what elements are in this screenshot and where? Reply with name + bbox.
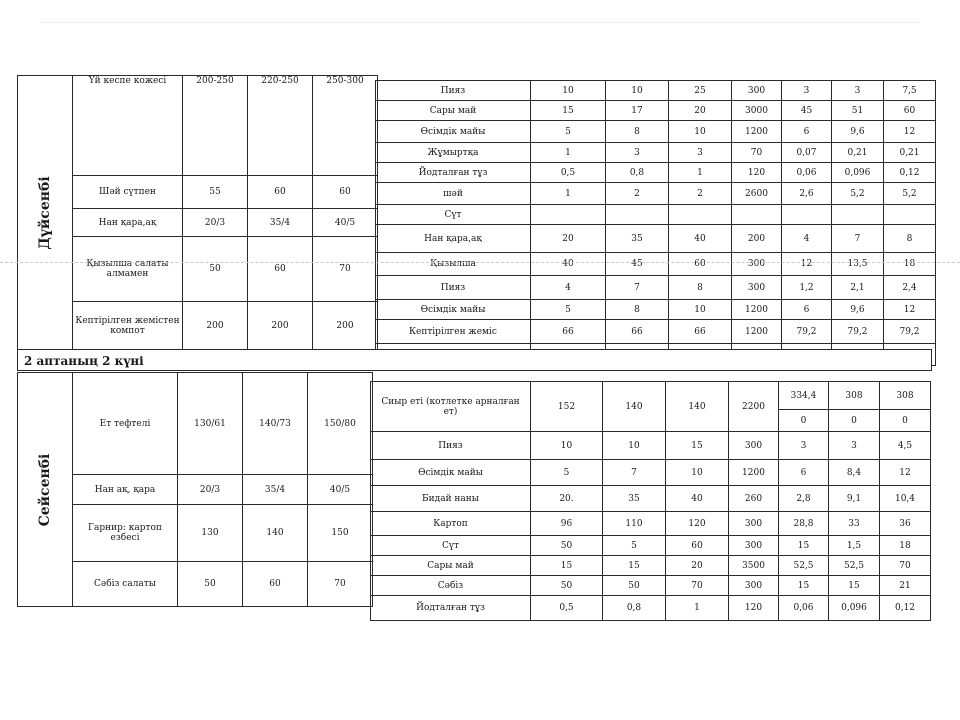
ingredient-row bbox=[371, 596, 931, 621]
ingredient-name: Өсімдік майы bbox=[376, 300, 531, 320]
ingredient-value: 28,8 bbox=[779, 512, 829, 536]
ingredient-value: 1 bbox=[666, 596, 729, 621]
ingredient-value: 66 bbox=[531, 320, 606, 344]
dish-portion: 200-250 bbox=[183, 76, 248, 176]
ingredient-row bbox=[376, 163, 936, 183]
dish-name: Сәбіз салаты bbox=[73, 562, 178, 607]
ingredient-value: 3500 bbox=[729, 556, 779, 576]
ingredient-value: 15 bbox=[779, 576, 829, 596]
ingredient-value: 0,06 bbox=[782, 163, 832, 183]
ingredient-value bbox=[884, 205, 936, 225]
ingredient-value: 8 bbox=[606, 300, 669, 320]
ingredient-value: 6 bbox=[779, 460, 829, 486]
monday-dishes-table bbox=[17, 75, 378, 350]
ingredient-value: 40 bbox=[666, 486, 729, 512]
ingredient-value: 50 bbox=[531, 536, 603, 556]
dish-name: Кептірілген жемістен компот bbox=[73, 302, 183, 350]
ingredient-name: Сәбіз bbox=[371, 576, 531, 596]
monday-ingredients-table bbox=[375, 80, 936, 366]
ingredient-value: 70 bbox=[880, 556, 931, 576]
ingredient-value: 45 bbox=[782, 101, 832, 121]
scan-artifact-line bbox=[0, 262, 960, 263]
ingredient-value: 5,2 bbox=[832, 183, 884, 205]
ingredient-value: 4 bbox=[782, 225, 832, 253]
dish-portion: 50 bbox=[178, 562, 243, 607]
ingredient-value: 300 bbox=[729, 536, 779, 556]
ingredient-value: 20 bbox=[669, 101, 732, 121]
ingredient-value: 300 bbox=[732, 253, 782, 276]
dish-portion: 130 bbox=[178, 505, 243, 562]
ingredient-row bbox=[371, 460, 931, 486]
dish-name: Гарнир: картоп езбесі bbox=[73, 505, 178, 562]
ingredient-value: 0,07 bbox=[782, 143, 832, 163]
ingredient-value: 0,096 bbox=[832, 163, 884, 183]
ingredient-value: 15 bbox=[666, 432, 729, 460]
ingredient-value: 0 bbox=[779, 410, 829, 432]
ingredient-row bbox=[376, 300, 936, 320]
ingredient-value: 35 bbox=[603, 486, 666, 512]
ingredient-value: 50 bbox=[531, 576, 603, 596]
ingredient-value: 2,1 bbox=[832, 276, 884, 300]
ingredient-value: 66 bbox=[606, 320, 669, 344]
ingredient-value: 40 bbox=[531, 253, 606, 276]
ingredient-row bbox=[371, 536, 931, 556]
ingredient-value: 2,4 bbox=[884, 276, 936, 300]
ingredient-value: 8 bbox=[606, 121, 669, 143]
ingredient-value: 7,5 bbox=[884, 81, 936, 101]
ingredient-value: 7 bbox=[606, 276, 669, 300]
ingredient-value: 79,2 bbox=[782, 320, 832, 344]
ingredient-row bbox=[376, 225, 936, 253]
ingredient-value: 5 bbox=[531, 300, 606, 320]
ingredient-name: Пияз bbox=[371, 432, 531, 460]
ingredient-value: 60 bbox=[666, 536, 729, 556]
dish-portion: 140 bbox=[243, 505, 308, 562]
ingredient-row bbox=[371, 512, 931, 536]
day-label-tuesday: Сейсенбі bbox=[18, 373, 73, 607]
dish-portion: 60 bbox=[243, 562, 308, 607]
ingredient-name: Нан қара,ақ bbox=[376, 225, 531, 253]
dish-portion: 60 bbox=[313, 176, 378, 209]
ingredient-value: 10 bbox=[603, 432, 666, 460]
ingredient-value: 5 bbox=[531, 121, 606, 143]
ingredient-value: 10 bbox=[606, 81, 669, 101]
ingredient-value: 308 bbox=[880, 382, 931, 410]
ingredient-value: 120 bbox=[732, 163, 782, 183]
dish-portion: 200 bbox=[248, 302, 313, 350]
ingredient-row bbox=[371, 576, 931, 596]
ingredient-row bbox=[376, 253, 936, 276]
ingredient-value: 0 bbox=[829, 410, 880, 432]
ingredient-name: Қызылша bbox=[376, 253, 531, 276]
ingredient-value: 3 bbox=[669, 143, 732, 163]
ingredient-value bbox=[531, 205, 606, 225]
dish-portion: 220-250 bbox=[248, 76, 313, 176]
ingredient-value: 334,4 bbox=[779, 382, 829, 410]
ingredient-value: 200 bbox=[732, 225, 782, 253]
ingredient-value: 4,5 bbox=[880, 432, 931, 460]
ingredient-value: 12 bbox=[884, 121, 936, 143]
ingredient-value: 110 bbox=[603, 512, 666, 536]
dish-name: Нан қара,ақ bbox=[73, 209, 183, 237]
ingredient-value: 15 bbox=[531, 101, 606, 121]
dish-portion: 60 bbox=[248, 237, 313, 302]
ingredient-value: 0,06 bbox=[779, 596, 829, 621]
ingredient-value: 52,5 bbox=[779, 556, 829, 576]
ingredient-value: 9,6 bbox=[832, 121, 884, 143]
ingredient-value: 60 bbox=[884, 101, 936, 121]
ingredient-name: Кептірілген жеміс bbox=[376, 320, 531, 344]
ingredient-value: 45 bbox=[606, 253, 669, 276]
ingredient-value: 15 bbox=[779, 536, 829, 556]
dish-portion: 35/4 bbox=[243, 475, 308, 505]
dish-name: Шәй сүтпен bbox=[73, 176, 183, 209]
dish-portion: 20/3 bbox=[183, 209, 248, 237]
ingredient-value: 0 bbox=[880, 410, 931, 432]
ingredient-value: 152 bbox=[531, 382, 603, 432]
ingredient-row bbox=[376, 143, 936, 163]
ingredient-value: 0,21 bbox=[884, 143, 936, 163]
ingredient-value: 20 bbox=[531, 225, 606, 253]
dish-portion: 250-300 bbox=[313, 76, 378, 176]
ingredient-value: 20 bbox=[666, 556, 729, 576]
dish-portion: 20/3 bbox=[178, 475, 243, 505]
ingredient-value: 2 bbox=[669, 183, 732, 205]
ingredient-value: 50 bbox=[603, 576, 666, 596]
week-day-title: 2 аптаның 2 күні bbox=[17, 349, 932, 371]
ingredient-value: 70 bbox=[732, 143, 782, 163]
dish-portion: 200 bbox=[183, 302, 248, 350]
ingredient-value bbox=[832, 205, 884, 225]
ingredient-value: 5 bbox=[603, 536, 666, 556]
ingredient-value: 70 bbox=[666, 576, 729, 596]
ingredient-value: 12 bbox=[880, 460, 931, 486]
dish-portion: 150 bbox=[308, 505, 373, 562]
ingredient-value bbox=[732, 205, 782, 225]
ingredient-row bbox=[371, 432, 931, 460]
ingredient-value: 5,2 bbox=[884, 183, 936, 205]
ingredient-value: 20. bbox=[531, 486, 603, 512]
ingredient-name: Сары май bbox=[371, 556, 531, 576]
ingredient-value: 0,8 bbox=[606, 163, 669, 183]
ingredient-value: 2 bbox=[606, 183, 669, 205]
ingredient-value: 7 bbox=[832, 225, 884, 253]
ingredient-value: 0,5 bbox=[531, 163, 606, 183]
ingredient-value: 3 bbox=[829, 432, 880, 460]
ingredient-name: Өсімдік майы bbox=[371, 460, 531, 486]
ingredient-row bbox=[376, 276, 936, 300]
ingredient-value: 15 bbox=[603, 556, 666, 576]
ingredient-value: 2,6 bbox=[782, 183, 832, 205]
ingredient-value: 4 bbox=[531, 276, 606, 300]
ingredient-value: 10 bbox=[669, 300, 732, 320]
ingredient-value: 260 bbox=[729, 486, 779, 512]
ingredient-name: Сары май bbox=[376, 101, 531, 121]
ingredient-value: 300 bbox=[732, 276, 782, 300]
ingredient-name: Сүт bbox=[376, 205, 531, 225]
ingredient-value: 25 bbox=[669, 81, 732, 101]
ingredient-row bbox=[376, 205, 936, 225]
ingredient-value: 300 bbox=[732, 81, 782, 101]
dish-portion: 40/5 bbox=[308, 475, 373, 505]
ingredient-value: 35 bbox=[606, 225, 669, 253]
ingredient-value: 12 bbox=[884, 300, 936, 320]
ingredient-name: Жұмыртқа bbox=[376, 143, 531, 163]
ingredient-name: Сүт bbox=[371, 536, 531, 556]
ingredient-value bbox=[606, 205, 669, 225]
ingredient-value: 10 bbox=[669, 121, 732, 143]
ingredient-value: 9,6 bbox=[832, 300, 884, 320]
ingredient-value: 0,21 bbox=[832, 143, 884, 163]
ingredient-row bbox=[376, 183, 936, 205]
ingredient-value: 60 bbox=[669, 253, 732, 276]
ingredient-value: 13,5 bbox=[832, 253, 884, 276]
ingredient-row bbox=[376, 81, 936, 101]
ingredient-value: 6 bbox=[782, 300, 832, 320]
ingredient-value: 18 bbox=[884, 253, 936, 276]
dish-portion: 200 bbox=[313, 302, 378, 350]
ingredient-value: 51 bbox=[832, 101, 884, 121]
ingredient-name: Йодталған тұз bbox=[371, 596, 531, 621]
dish-portion: 140/73 bbox=[243, 373, 308, 475]
ingredient-name: Сиыр еті (котлетке арналған ет) bbox=[371, 382, 531, 432]
ingredient-row bbox=[371, 486, 931, 512]
ingredient-value: 140 bbox=[666, 382, 729, 432]
ingredient-value bbox=[669, 205, 732, 225]
dish-portion: 70 bbox=[313, 237, 378, 302]
ingredient-value: 0,8 bbox=[603, 596, 666, 621]
ingredient-name: Пияз bbox=[376, 276, 531, 300]
ingredient-value: 79,2 bbox=[832, 320, 884, 344]
ingredient-value: 18 bbox=[880, 536, 931, 556]
ingredient-value: 300 bbox=[729, 576, 779, 596]
ingredient-value: 3 bbox=[779, 432, 829, 460]
ingredient-name: Бидай наны bbox=[371, 486, 531, 512]
ingredient-value: 9,1 bbox=[829, 486, 880, 512]
ingredient-value: 1200 bbox=[732, 121, 782, 143]
ingredient-value: 79,2 bbox=[884, 320, 936, 344]
ingredient-value: 3 bbox=[606, 143, 669, 163]
ingredient-value: 120 bbox=[729, 596, 779, 621]
ingredient-value: 15 bbox=[531, 556, 603, 576]
dish-portion: 40/5 bbox=[313, 209, 378, 237]
ingredient-value: 40 bbox=[669, 225, 732, 253]
ingredient-value: 0,12 bbox=[880, 596, 931, 621]
ingredient-value: 12 bbox=[782, 253, 832, 276]
ingredient-value: 1,2 bbox=[782, 276, 832, 300]
ingredient-name: Йодталған тұз bbox=[376, 163, 531, 183]
day-label-monday: Дүйсенбі bbox=[18, 76, 73, 350]
ingredient-value: 1 bbox=[531, 143, 606, 163]
ingredient-value: 33 bbox=[829, 512, 880, 536]
ingredient-name: Пияз bbox=[376, 81, 531, 101]
ingredient-name: Өсімдік майы bbox=[376, 121, 531, 143]
ingredient-value: 10 bbox=[666, 460, 729, 486]
ingredient-row bbox=[376, 101, 936, 121]
ingredient-value: 1200 bbox=[732, 300, 782, 320]
ingredient-value: 10 bbox=[531, 81, 606, 101]
ingredient-value: 8,4 bbox=[829, 460, 880, 486]
ingredient-value: 8 bbox=[884, 225, 936, 253]
ingredient-value: 1 bbox=[531, 183, 606, 205]
ingredient-value: 15 bbox=[829, 576, 880, 596]
ingredient-value: 36 bbox=[880, 512, 931, 536]
ingredient-value: 1200 bbox=[732, 320, 782, 344]
ingredient-value: 300 bbox=[729, 432, 779, 460]
ingredient-value: 0,12 bbox=[884, 163, 936, 183]
ingredient-value: 96 bbox=[531, 512, 603, 536]
ingredient-value: 6 bbox=[782, 121, 832, 143]
ingredient-value: 1 bbox=[669, 163, 732, 183]
ingredient-value: 0,5 bbox=[531, 596, 603, 621]
ingredient-value: 140 bbox=[603, 382, 666, 432]
ingredient-value: 2200 bbox=[729, 382, 779, 432]
dish-portion: 55 bbox=[183, 176, 248, 209]
ingredient-value: 66 bbox=[669, 320, 732, 344]
dish-portion: 50 bbox=[183, 237, 248, 302]
scan-edge bbox=[40, 22, 920, 23]
dish-name: Нан ақ, қара bbox=[73, 475, 178, 505]
ingredient-name: шәй bbox=[376, 183, 531, 205]
ingredient-value: 300 bbox=[729, 512, 779, 536]
ingredient-row bbox=[376, 320, 936, 344]
dish-portion: 70 bbox=[308, 562, 373, 607]
ingredient-value: 3 bbox=[782, 81, 832, 101]
ingredient-value: 52,5 bbox=[829, 556, 880, 576]
ingredient-value: 308 bbox=[829, 382, 880, 410]
ingredient-value: 7 bbox=[603, 460, 666, 486]
ingredient-name: Картоп bbox=[371, 512, 531, 536]
ingredient-row bbox=[376, 121, 936, 143]
dish-portion: 130/61 bbox=[178, 373, 243, 475]
ingredient-value: 10 bbox=[531, 432, 603, 460]
dish-name: Қызылша салаты алмамен bbox=[73, 237, 183, 302]
ingredient-value: 3 bbox=[832, 81, 884, 101]
dish-portion: 35/4 bbox=[248, 209, 313, 237]
ingredient-value: 2,8 bbox=[779, 486, 829, 512]
dish-name: Ет тефтелі bbox=[73, 373, 178, 475]
ingredient-value bbox=[782, 205, 832, 225]
ingredient-value: 10,4 bbox=[880, 486, 931, 512]
tuesday-ingredients-table bbox=[370, 381, 931, 621]
ingredient-value: 5 bbox=[531, 460, 603, 486]
ingredient-row bbox=[371, 556, 931, 576]
ingredient-value: 1,5 bbox=[829, 536, 880, 556]
ingredient-value: 0,096 bbox=[829, 596, 880, 621]
ingredient-value: 21 bbox=[880, 576, 931, 596]
tuesday-dishes-table bbox=[17, 372, 373, 607]
ingredient-value: 17 bbox=[606, 101, 669, 121]
ingredient-value: 3000 bbox=[732, 101, 782, 121]
dish-portion: 150/80 bbox=[308, 373, 373, 475]
dish-portion: 60 bbox=[248, 176, 313, 209]
dish-name: Үй кеспе кожесі bbox=[73, 76, 183, 176]
ingredient-value: 120 bbox=[666, 512, 729, 536]
ingredient-value: 2600 bbox=[732, 183, 782, 205]
ingredient-value: 1200 bbox=[729, 460, 779, 486]
ingredient-value: 8 bbox=[669, 276, 732, 300]
